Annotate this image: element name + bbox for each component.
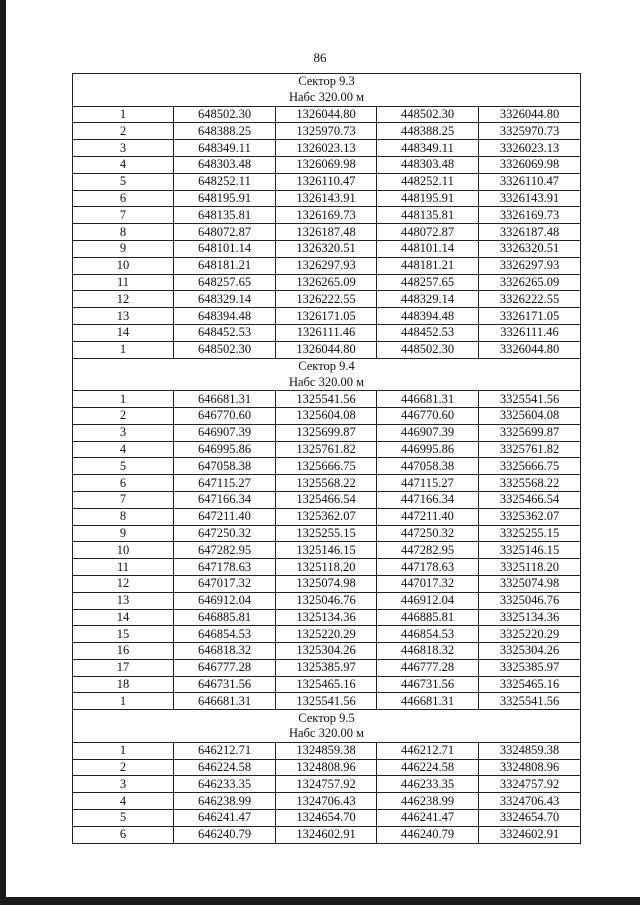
coordinate-cell: 447178.63 <box>377 559 479 576</box>
coordinate-cell: 1326265.09 <box>276 274 377 291</box>
point-number-cell: 17 <box>73 659 174 676</box>
coordinate-cell: 1325604.08 <box>276 407 377 424</box>
sector-header-row <box>73 74 581 90</box>
coordinate-cell: 1325466.54 <box>276 491 377 508</box>
sector-altitude-row <box>73 726 581 742</box>
coordinate-cell: 3325118.20 <box>479 559 581 576</box>
table-row <box>73 173 581 190</box>
point-number-cell: 12 <box>73 575 174 592</box>
sector-title: Сектор 9.3 <box>73 74 581 90</box>
point-number-cell: 6 <box>73 475 174 492</box>
point-number-cell: 4 <box>73 793 174 810</box>
coordinate-cell: 1324706.43 <box>276 793 377 810</box>
coordinate-cell: 647211.40 <box>174 508 276 525</box>
point-number-cell: 10 <box>73 257 174 274</box>
table-row <box>73 123 581 140</box>
coordinate-cell: 3326044.80 <box>479 341 581 358</box>
coordinate-cell: 3326187.48 <box>479 224 581 241</box>
table-row <box>73 391 581 408</box>
coordinate-cell: 3326320.51 <box>479 240 581 257</box>
coordinate-cell: 646233.35 <box>174 776 276 793</box>
coordinate-cell: 448072.87 <box>377 224 479 241</box>
coordinate-cell: 647115.27 <box>174 475 276 492</box>
point-number-cell: 12 <box>73 291 174 308</box>
coordinate-cell: 448388.25 <box>377 123 479 140</box>
point-number-cell: 11 <box>73 559 174 576</box>
coordinate-cell: 648394.48 <box>174 308 276 325</box>
point-number-cell: 6 <box>73 826 174 843</box>
coordinate-cell: 1325666.75 <box>276 458 377 475</box>
table-row <box>73 810 581 827</box>
point-number-cell: 10 <box>73 542 174 559</box>
point-number-cell: 2 <box>73 123 174 140</box>
coordinate-cell: 648252.11 <box>174 173 276 190</box>
point-number-cell: 14 <box>73 324 174 341</box>
coordinate-cell: 1326044.80 <box>276 341 377 358</box>
coordinate-cell: 648502.30 <box>174 106 276 123</box>
coordinate-cell: 446818.32 <box>377 643 479 660</box>
point-number-cell: 1 <box>73 742 174 759</box>
coordinate-cell: 3326222.55 <box>479 291 581 308</box>
coordinate-cell: 647166.34 <box>174 491 276 508</box>
coordinate-cell: 3325134.36 <box>479 609 581 626</box>
point-number-cell: 5 <box>73 810 174 827</box>
coordinate-cell: 3326023.13 <box>479 140 581 157</box>
coordinate-cell: 646238.99 <box>174 793 276 810</box>
point-number-cell: 4 <box>73 441 174 458</box>
coordinate-cell: 1325074.98 <box>276 575 377 592</box>
coordinate-cell: 448135.81 <box>377 207 479 224</box>
coordinate-cell: 646731.56 <box>174 676 276 693</box>
sector-altitude-row <box>73 374 581 390</box>
table-row <box>73 224 581 241</box>
coordinate-cell: 1324859.38 <box>276 742 377 759</box>
coordinate-cell: 1325134.36 <box>276 609 377 626</box>
table-row <box>73 324 581 341</box>
table-row <box>73 693 581 710</box>
coordinate-cell: 3326044.80 <box>479 106 581 123</box>
coordinate-cell: 3326171.05 <box>479 308 581 325</box>
coordinate-cell: 3325385.97 <box>479 659 581 676</box>
coordinate-cell: 446224.58 <box>377 759 479 776</box>
coordinate-cell: 647282.95 <box>174 542 276 559</box>
scan-bottom-edge <box>0 897 640 905</box>
coordinate-cell: 3324602.91 <box>479 826 581 843</box>
point-number-cell: 18 <box>73 676 174 693</box>
table-row <box>73 826 581 843</box>
sector-header-row <box>73 358 581 374</box>
coordinate-cell: 1324654.70 <box>276 810 377 827</box>
table-row <box>73 491 581 508</box>
point-number-cell: 13 <box>73 592 174 609</box>
coordinate-cell: 646212.71 <box>174 742 276 759</box>
coordinate-cell: 648072.87 <box>174 224 276 241</box>
point-number-cell: 3 <box>73 776 174 793</box>
coordinate-cell: 3325046.76 <box>479 592 581 609</box>
coordinate-cell: 648303.48 <box>174 156 276 173</box>
coordinate-cell: 646770.60 <box>174 407 276 424</box>
coordinate-cell: 1326111.46 <box>276 324 377 341</box>
coordinate-cell: 3325568.22 <box>479 475 581 492</box>
coordinate-cell: 3326169.73 <box>479 207 581 224</box>
coordinate-cell: 448452.53 <box>377 324 479 341</box>
coordinate-cell: 1324602.91 <box>276 826 377 843</box>
coordinate-cell: 447017.32 <box>377 575 479 592</box>
coordinate-cell: 1325362.07 <box>276 508 377 525</box>
point-number-cell: 8 <box>73 224 174 241</box>
coordinate-cell: 3324706.43 <box>479 793 581 810</box>
table-row <box>73 308 581 325</box>
table-row <box>73 508 581 525</box>
point-number-cell: 9 <box>73 240 174 257</box>
table-row <box>73 458 581 475</box>
coordinate-cell: 446912.04 <box>377 592 479 609</box>
point-number-cell: 1 <box>73 391 174 408</box>
coordinate-cell: 646818.32 <box>174 643 276 660</box>
coordinate-cell: 646224.58 <box>174 759 276 776</box>
coordinate-cell: 646777.28 <box>174 659 276 676</box>
coordinate-cell: 3326110.47 <box>479 173 581 190</box>
coordinate-cell: 1325761.82 <box>276 441 377 458</box>
coordinate-cell: 646241.47 <box>174 810 276 827</box>
coordinate-cell: 447211.40 <box>377 508 479 525</box>
coordinate-cell: 648195.91 <box>174 190 276 207</box>
page-number: 86 <box>313 50 327 65</box>
point-number-cell: 9 <box>73 525 174 542</box>
coordinate-cell: 646885.81 <box>174 609 276 626</box>
coordinate-cell: 3325541.56 <box>479 693 581 710</box>
table-row <box>73 274 581 291</box>
coordinate-cell: 3325220.29 <box>479 626 581 643</box>
coordinate-cell: 1325146.15 <box>276 542 377 559</box>
coordinate-cell: 3325304.26 <box>479 643 581 660</box>
coordinate-cell: 1325970.73 <box>276 123 377 140</box>
table-row <box>73 776 581 793</box>
point-number-cell: 2 <box>73 407 174 424</box>
point-number-cell: 1 <box>73 106 174 123</box>
coordinate-cell: 3325465.16 <box>479 676 581 693</box>
coordinate-cell: 3325666.75 <box>479 458 581 475</box>
table-row <box>73 575 581 592</box>
sector-altitude: Набс 320.00 м <box>73 726 581 742</box>
coordinate-cell: 648349.11 <box>174 140 276 157</box>
coordinate-cell: 446885.81 <box>377 609 479 626</box>
table-row <box>73 441 581 458</box>
coordinate-cell: 1326187.48 <box>276 224 377 241</box>
coordinate-cell: 446854.53 <box>377 626 479 643</box>
coordinate-cell: 446731.56 <box>377 676 479 693</box>
coordinate-cell: 448394.48 <box>377 308 479 325</box>
point-number-cell: 6 <box>73 190 174 207</box>
sector-altitude: Набс 320.00 м <box>73 90 581 106</box>
coordinate-cell: 447115.27 <box>377 475 479 492</box>
point-number-cell: 4 <box>73 156 174 173</box>
coordinate-cell: 446681.31 <box>377 693 479 710</box>
coordinate-cell: 1326023.13 <box>276 140 377 157</box>
table-row <box>73 140 581 157</box>
table-row <box>73 742 581 759</box>
coordinate-cell: 448349.11 <box>377 140 479 157</box>
scan-left-edge <box>0 0 6 905</box>
table-row <box>73 643 581 660</box>
coordinate-cell: 1326044.80 <box>276 106 377 123</box>
point-number-cell: 1 <box>73 341 174 358</box>
coordinate-cell: 446770.60 <box>377 407 479 424</box>
coordinate-cell: 3325541.56 <box>479 391 581 408</box>
coordinate-cell: 448181.21 <box>377 257 479 274</box>
table-row <box>73 207 581 224</box>
coordinate-cell: 448101.14 <box>377 240 479 257</box>
coordinate-cell: 648388.25 <box>174 123 276 140</box>
coordinate-cell: 1326069.98 <box>276 156 377 173</box>
table-row <box>73 424 581 441</box>
table-row <box>73 759 581 776</box>
coordinate-cell: 1325304.26 <box>276 643 377 660</box>
table-row <box>73 257 581 274</box>
coordinate-cell: 3325699.87 <box>479 424 581 441</box>
coordinate-cell: 646681.31 <box>174 391 276 408</box>
coordinate-cell: 648181.21 <box>174 257 276 274</box>
table-row <box>73 659 581 676</box>
coordinate-cell: 646681.31 <box>174 693 276 710</box>
coordinate-cell: 646912.04 <box>174 592 276 609</box>
sector-header-row <box>73 710 581 726</box>
table-row <box>73 676 581 693</box>
coordinates-table <box>72 73 581 844</box>
coordinate-cell: 1324757.92 <box>276 776 377 793</box>
coordinate-cell: 3326111.46 <box>479 324 581 341</box>
coordinate-cell: 1325255.15 <box>276 525 377 542</box>
coordinate-cell: 647058.38 <box>174 458 276 475</box>
table-row <box>73 542 581 559</box>
point-number-cell: 2 <box>73 759 174 776</box>
point-number-cell: 8 <box>73 508 174 525</box>
point-number-cell: 7 <box>73 207 174 224</box>
coordinate-cell: 1325046.76 <box>276 592 377 609</box>
coordinate-cell: 647178.63 <box>174 559 276 576</box>
point-number-cell: 7 <box>73 491 174 508</box>
coordinate-cell: 446681.31 <box>377 391 479 408</box>
coordinate-cell: 448195.91 <box>377 190 479 207</box>
coordinate-cell: 1326320.51 <box>276 240 377 257</box>
point-number-cell: 3 <box>73 424 174 441</box>
coordinate-cell: 648329.14 <box>174 291 276 308</box>
coordinate-cell: 1326169.73 <box>276 207 377 224</box>
coordinate-cell: 1326297.93 <box>276 257 377 274</box>
sector-title: Сектор 9.5 <box>73 710 581 726</box>
coordinate-cell: 3325466.54 <box>479 491 581 508</box>
coordinate-cell: 3325604.08 <box>479 407 581 424</box>
point-number-cell: 1 <box>73 693 174 710</box>
coordinate-cell: 1325541.56 <box>276 693 377 710</box>
coordinate-cell: 1325465.16 <box>276 676 377 693</box>
coordinate-cell: 3326297.93 <box>479 257 581 274</box>
coordinate-cell: 646854.53 <box>174 626 276 643</box>
coordinate-cell: 3326069.98 <box>479 156 581 173</box>
coordinate-cell: 3326143.91 <box>479 190 581 207</box>
table-row <box>73 626 581 643</box>
point-number-cell: 5 <box>73 458 174 475</box>
sector-altitude: Набс 320.00 м <box>73 374 581 390</box>
sector-altitude-row <box>73 90 581 106</box>
coordinate-cell: 1326110.47 <box>276 173 377 190</box>
coordinate-cell: 1326222.55 <box>276 291 377 308</box>
coordinate-cell: 646907.39 <box>174 424 276 441</box>
coordinate-cell: 446233.35 <box>377 776 479 793</box>
coordinate-cell: 1324808.96 <box>276 759 377 776</box>
coordinate-cell: 3325146.15 <box>479 542 581 559</box>
point-number-cell: 5 <box>73 173 174 190</box>
coordinate-cell: 447166.34 <box>377 491 479 508</box>
table-row <box>73 407 581 424</box>
table-row <box>73 341 581 358</box>
coordinate-cell: 1326143.91 <box>276 190 377 207</box>
coordinate-cell: 3324654.70 <box>479 810 581 827</box>
table-row <box>73 559 581 576</box>
coordinate-cell: 1325385.97 <box>276 659 377 676</box>
table-row <box>73 525 581 542</box>
coordinate-cell: 3324808.96 <box>479 759 581 776</box>
coordinate-cell: 647250.32 <box>174 525 276 542</box>
coordinate-cell: 446995.86 <box>377 441 479 458</box>
coordinate-cell: 448329.14 <box>377 291 479 308</box>
coordinate-cell: 3325761.82 <box>479 441 581 458</box>
coordinate-cell: 648101.14 <box>174 240 276 257</box>
coordinate-cell: 447282.95 <box>377 542 479 559</box>
coordinate-cell: 3325074.98 <box>479 575 581 592</box>
point-number-cell: 16 <box>73 643 174 660</box>
coordinate-cell: 447058.38 <box>377 458 479 475</box>
coordinate-cell: 646240.79 <box>174 826 276 843</box>
coordinate-cell: 648135.81 <box>174 207 276 224</box>
table-row <box>73 592 581 609</box>
coordinate-cell: 3325255.15 <box>479 525 581 542</box>
point-number-cell: 11 <box>73 274 174 291</box>
point-number-cell: 14 <box>73 609 174 626</box>
coordinate-cell: 647017.32 <box>174 575 276 592</box>
sector-title: Сектор 9.4 <box>73 358 581 374</box>
coordinate-cell: 3325970.73 <box>479 123 581 140</box>
coordinate-cell: 446777.28 <box>377 659 479 676</box>
coordinate-cell: 448502.30 <box>377 106 479 123</box>
table-row <box>73 156 581 173</box>
coordinate-cell: 1326171.05 <box>276 308 377 325</box>
coordinate-cell: 446212.71 <box>377 742 479 759</box>
table-row <box>73 609 581 626</box>
table-row <box>73 291 581 308</box>
coordinate-cell: 646995.86 <box>174 441 276 458</box>
coordinate-cell: 448502.30 <box>377 341 479 358</box>
point-number-cell: 15 <box>73 626 174 643</box>
table-row <box>73 240 581 257</box>
coordinate-cell: 3325362.07 <box>479 508 581 525</box>
coordinate-cell: 447250.32 <box>377 525 479 542</box>
coordinate-cell: 1325220.29 <box>276 626 377 643</box>
point-number-cell: 3 <box>73 140 174 157</box>
coordinate-cell: 1325568.22 <box>276 475 377 492</box>
coordinate-cell: 448257.65 <box>377 274 479 291</box>
table-row <box>73 793 581 810</box>
coordinate-cell: 446238.99 <box>377 793 479 810</box>
table-row <box>73 190 581 207</box>
coordinate-cell: 1325541.56 <box>276 391 377 408</box>
table-row <box>73 106 581 123</box>
coordinate-cell: 446240.79 <box>377 826 479 843</box>
coordinate-cell: 3324757.92 <box>479 776 581 793</box>
coordinate-cell: 448252.11 <box>377 173 479 190</box>
coordinate-cell: 1325118.20 <box>276 559 377 576</box>
coordinate-cell: 648502.30 <box>174 341 276 358</box>
coordinate-cell: 3324859.38 <box>479 742 581 759</box>
point-number-cell: 13 <box>73 308 174 325</box>
coordinate-cell: 446907.39 <box>377 424 479 441</box>
coordinate-cell: 3326265.09 <box>479 274 581 291</box>
coordinate-cell: 648257.65 <box>174 274 276 291</box>
coordinate-cell: 446241.47 <box>377 810 479 827</box>
coordinate-cell: 648452.53 <box>174 324 276 341</box>
coordinate-cell: 448303.48 <box>377 156 479 173</box>
table-row <box>73 475 581 492</box>
coordinate-cell: 1325699.87 <box>276 424 377 441</box>
